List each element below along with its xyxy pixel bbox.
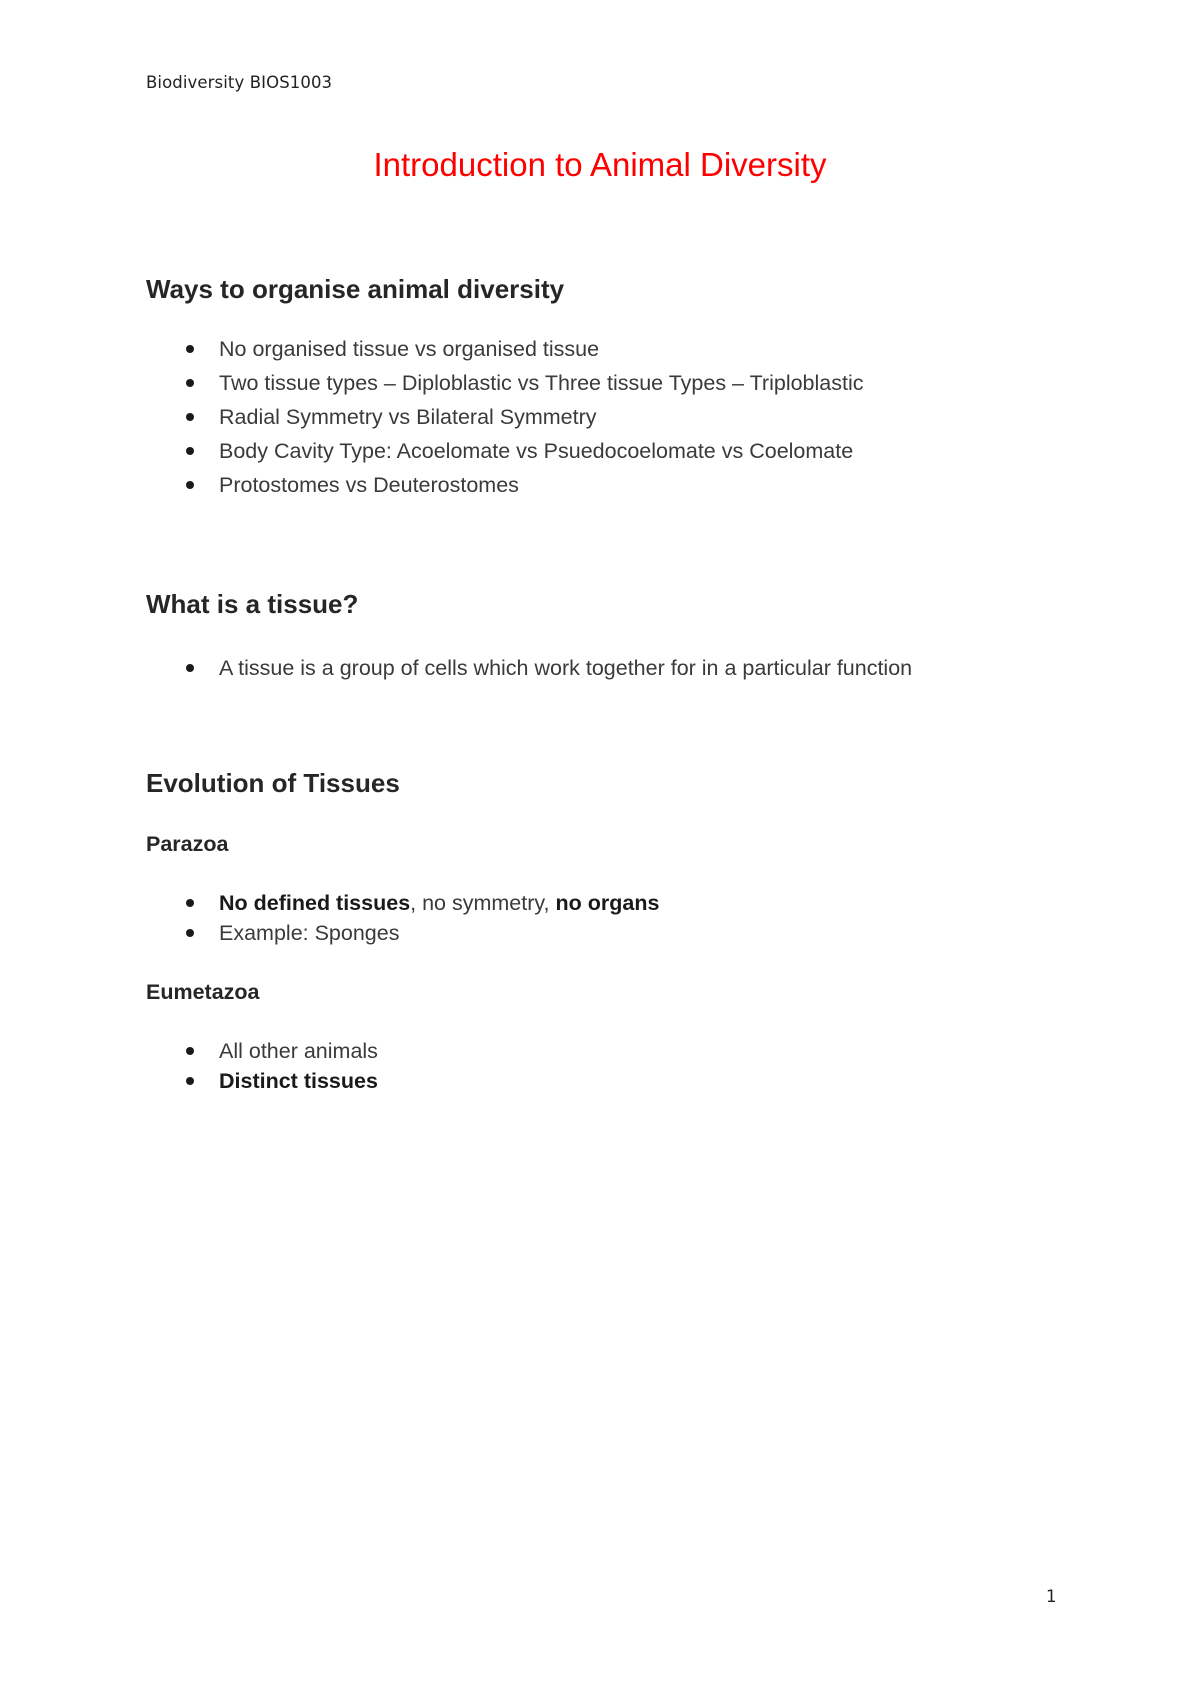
subheading-parazoa: Parazoa bbox=[146, 832, 229, 856]
tissue-bullet-list bbox=[146, 651, 912, 685]
list-item: Distinct tissues bbox=[146, 1066, 378, 1096]
bullet-icon bbox=[186, 1047, 194, 1055]
list-item: Two tissue types – Diploblastic vs Three tissue Types – Triploblastic bbox=[146, 366, 864, 400]
bullet-icon bbox=[186, 929, 194, 937]
eumetazoa-bullet-list bbox=[146, 1036, 378, 1096]
list-item: Example: Sponges bbox=[146, 918, 659, 948]
list-item: No defined tissues, no symmetry, no organs bbox=[146, 888, 659, 918]
bullet-icon bbox=[186, 481, 194, 489]
list-item: Radial Symmetry vs Bilateral Symmetry bbox=[146, 400, 864, 434]
bullet-icon bbox=[186, 447, 194, 455]
list-item: No organised tissue vs organised tissue bbox=[146, 332, 864, 366]
list-item: Protostomes vs Deuterostomes bbox=[146, 468, 864, 502]
bullet-icon bbox=[186, 899, 194, 907]
bullet-icon bbox=[186, 413, 194, 421]
document-title: Introduction to Animal Diversity bbox=[373, 146, 827, 183]
organise-bullet-list bbox=[146, 332, 864, 502]
section-heading-evolution: Evolution of Tissues bbox=[146, 768, 400, 798]
list-item: A tissue is a group of cells which work together for in a particular function bbox=[146, 651, 912, 685]
list-item: All other animals bbox=[146, 1036, 378, 1066]
bullet-icon bbox=[186, 379, 194, 387]
section-heading-tissue: What is a tissue? bbox=[146, 589, 359, 619]
bullet-icon bbox=[186, 664, 194, 672]
subheading-eumetazoa: Eumetazoa bbox=[146, 980, 260, 1004]
page-number: 1 bbox=[1046, 1587, 1057, 1606]
bullet-icon bbox=[186, 345, 194, 353]
running-header: Biodiversity BIOS1003 bbox=[146, 73, 333, 92]
parazoa-bullet-list bbox=[146, 888, 659, 948]
list-item: Body Cavity Type: Acoelomate vs Psuedocoelomate vs Coelomate bbox=[146, 434, 864, 468]
bullet-icon bbox=[186, 1077, 194, 1085]
section-heading-organise: Ways to organise animal diversity bbox=[146, 274, 565, 304]
